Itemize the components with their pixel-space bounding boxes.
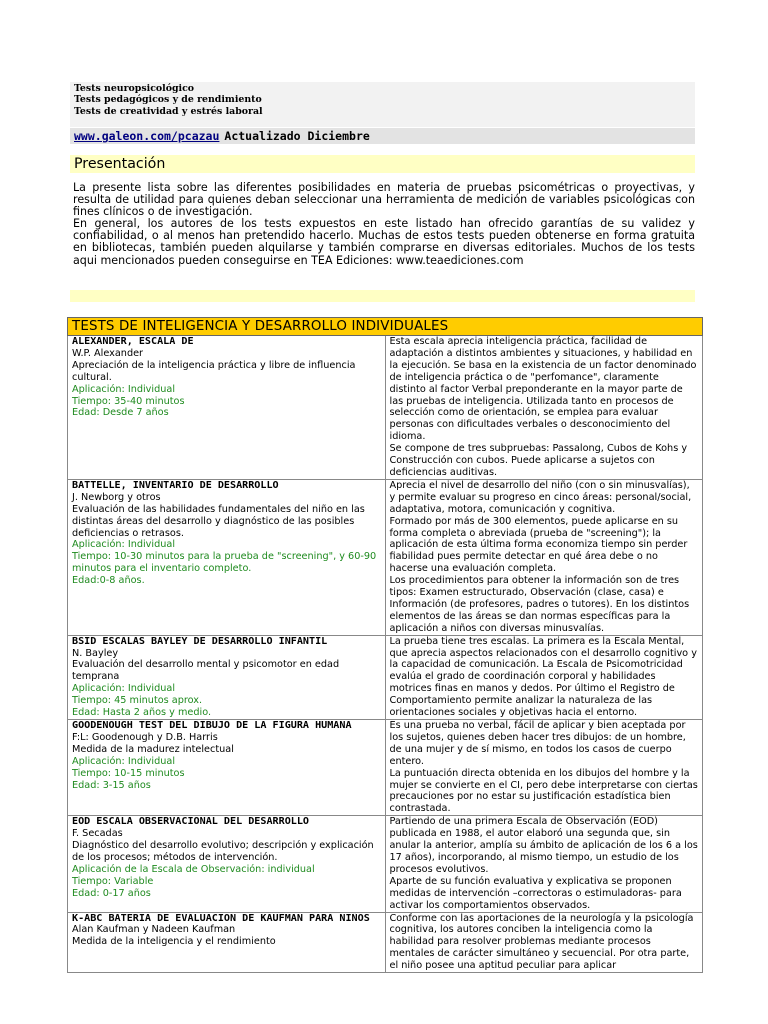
intro-paragraph: En general, los autores de los tests expuestos en este listado han ofrecido garantías de su validez y confiabilidad, o al menos han pretendido hacerlo. Muchas de estos tests pueden obtenerse en forma gratuita en bibliotecas, también pueden alquilarse y también comprarse en diversas editoriales. Muchos de los tests aqui mencionados pueden conseguirse en TEA Ediciones: www.teaediciones.com [73, 217, 695, 267]
test-time: Tiempo: 10-30 minutos para la prueba de "screening", y 60-90 minutos para el inventario completo. [72, 551, 377, 575]
test-application: Aplicación: Individual [72, 683, 176, 695]
test-author: F:L: Goodenough y D.B. Harris [72, 731, 218, 743]
test-time: Tiempo: 10-15 minutos [72, 767, 185, 779]
test-author: Alan Kaufman y Nadeen Kaufman [72, 924, 236, 936]
test-time: Tiempo: 35-40 minutos [72, 395, 185, 407]
test-summary: Medida de la inteligencia y el rendimiento [72, 936, 276, 948]
presentation-text [73, 182, 695, 267]
test-author: F. Secadas [72, 828, 123, 840]
table-row [68, 479, 703, 635]
section-title: TESTS DE INTELIGENCIA Y DESARROLLO INDIVIDUALES [68, 318, 703, 336]
test-application: Aplicación: Individual [72, 539, 176, 551]
updated-label: Actualizado Diciembre [224, 129, 370, 143]
intro-paragraph: La presente lista sobre las diferentes posibilidades en materia de pruebas psicométricas o proyectivas, y resulta de utilidad para quienes deban seleccionar una herramienta de medición de variables psicológicas con fines clínicos o de investigación. [73, 181, 695, 219]
test-age: Edad: Desde 7 años [72, 407, 169, 419]
test-info-cell [68, 336, 386, 480]
url-bar [70, 128, 695, 144]
table-row [68, 336, 703, 480]
test-description: Conforme con las aportaciones de la neurología y la psicología cognitiva, los autores conciben la inteligencia como la habilidad para resolver problemas mediante procesos mentales de carácter simultáneo y secuencial. Por otra parte, el niño posee una aptitud peculiar para aplicar [389, 912, 694, 972]
test-description-cell [385, 912, 703, 973]
table-header-row [68, 318, 703, 336]
table-row [68, 635, 703, 719]
header-line: Tests pedagógicos y de rendimiento [74, 94, 262, 106]
test-description-cell [385, 816, 703, 912]
test-application: Aplicación: Individual [72, 383, 176, 395]
test-summary: Evaluación de las habilidades fundamentales del niño en las distintas áreas del desarrollo y diagnóstico de las posibles deficiencias o retrasos. [72, 503, 365, 539]
table-row [68, 816, 703, 912]
test-application: Aplicación de la Escala de Observación: individual [72, 863, 315, 875]
test-description: Partiendo de una primera Escala de Observación (EOD) publicada en 1988, el autor elaboró una segunda que, sin anular la anterior, amplía su ámbito de aplicación de los 6 a los 17 años), incorporando, al mismo tiempo, un estudio de los procesos evolutivos. [389, 816, 698, 875]
test-summary: Diagnóstico del desarrollo evolutivo; descripción y explicación de los procesos; métodos de intervención. [72, 840, 374, 863]
test-author: W.P. Alexander [72, 347, 144, 359]
test-name: ALEXANDER, ESCALA DE [72, 336, 194, 347]
test-age: Edad: Hasta 2 años y medio. [72, 707, 212, 719]
table-row [68, 720, 703, 816]
test-description: La puntuación directa obtenida en los dibujos del hombre y la mujer se convierte en el CI, pero debe interpretarse con ciertas precauciones por no estar su justificación estadística bien contrastada. [389, 767, 698, 815]
test-description: Esta escala aprecia inteligencia práctica, facilidad de adaptación a distintos ambientes y situaciones, y habilidad en la ejecución. Se basa en la existencia de un factor denominado de inteligencia práctica o de "perfomance", claramente distinto al factor Verbal preponderante en la mayor parte de las pruebas de inteligencia. Utilizada tanto en procesos de selección como de orientación, se emplea para evaluar personas con dificultades verbales o desconocimiento del idioma. [389, 336, 697, 443]
header-categories [70, 82, 695, 127]
test-description: Es una prueba no verbal, fácil de aplicar y bien aceptada por los sujetos, quienes deben hacer tres dibujos: de un hombre, de una mujer y de sí mismo, en todos los casos de cuerpo entero. [389, 720, 686, 767]
table-row [68, 912, 703, 973]
test-age: Edad: 0-17 años [72, 887, 151, 899]
header-line: Tests de creatividad y estrés laboral [74, 105, 263, 117]
presentation-title: Presentación [74, 156, 166, 172]
presentation-heading-band [70, 155, 695, 173]
test-info-cell [68, 912, 386, 973]
test-summary: Apreciación de la inteligencia práctica y libre de influencia cultural. [72, 359, 356, 383]
test-description: Aprecia el nivel de desarrollo del niño (con o sin minusvalías), y permite evaluar su progreso en cinco áreas: personal/social, adaptativa, motora, comunicación y cognitiva. [389, 479, 692, 515]
test-description: Formado por más de 300 elementos, puede aplicarse en su forma completa o abreviada (prueba de "screening"); la aplicación de esta última forma economiza tiempo sin perder fiabilidad pues permite detectar en qué área debe o no hacerse una evaluación completa. [389, 515, 688, 575]
test-description-cell [385, 635, 703, 719]
test-name: BATTELLE, INVENTARIO DE DESARROLLO [72, 479, 279, 491]
test-description: La prueba tiene tres escalas. La primera es la Escala Mental, que aprecia aspectos relacionados con el desarrollo cognitivo y la capacidad de comunicación. La Escala de Psicomotricidad evalúa el grado de coordinación corporal y habilidades motrices finas en manos y dedos. Por último el Registro de Comportamiento permite analizar la naturaleza de las orientaciones sociales y objetivas hacia el entorno. [389, 635, 697, 719]
test-author: J. Newborg y otros [72, 491, 161, 503]
test-application: Aplicación: Individual [72, 755, 176, 767]
test-description: Aparte de su función evaluativa y explicativa se proponen medidas de intervención –correctoras o estimuladoras- para activar los comportamientos observados. [389, 875, 682, 911]
test-info-cell [68, 635, 386, 719]
test-description-cell [385, 720, 703, 816]
separator-band [70, 290, 695, 302]
test-age: Edad: 3-15 años [72, 779, 151, 791]
test-name: K-ABC BATERIA DE EVALUACION DE KAUFMAN PARA NIÑOS [72, 912, 370, 924]
test-name: EOD ESCALA OBSERVACIONAL DEL DESARROLLO [72, 816, 310, 828]
test-info-cell [68, 816, 386, 912]
site-link[interactable]: www.galeon.com/pcazau [74, 129, 220, 143]
test-info-cell [68, 479, 386, 635]
test-info-cell [68, 720, 386, 816]
test-time: Tiempo: Variable [72, 875, 154, 887]
test-summary: Evaluación del desarrollo mental y psicomotor en edad temprana [72, 659, 340, 683]
test-summary: Medida de la madurez intelectual [72, 743, 234, 755]
test-name: GOODENOUGH TEST DEL DIBUJO DE LA FIGURA HUMANA [72, 720, 352, 731]
test-author: N. Bayley [72, 647, 119, 659]
test-time: Tiempo: 45 minutos aprox. [72, 695, 203, 707]
test-description: Los procedimientos para obtener la información son de tres tipos: Examen estructurado, Observación (clase, casa) e Información (de profesores, padres o tutores). En los distintos elementos de las áreas se dan normas específicas para la aplicación a niños con diversas minusvalías. [389, 575, 690, 634]
test-description-cell [385, 336, 703, 480]
test-description-cell [385, 479, 703, 635]
test-name: BSID ESCALAS BAYLEY DE DESARROLLO INFANTIL [72, 635, 328, 647]
test-age: Edad:0-8 años. [72, 575, 145, 587]
test-description: Se compone de tres subpruebas: Passalong, Cubos de Kohs y Construcción con cubos. Puede aplicarse a sujetos con deficiencias auditivas. [389, 443, 688, 478]
tests-table [67, 317, 703, 973]
header-line: Tests neuropsicológico [74, 83, 195, 94]
